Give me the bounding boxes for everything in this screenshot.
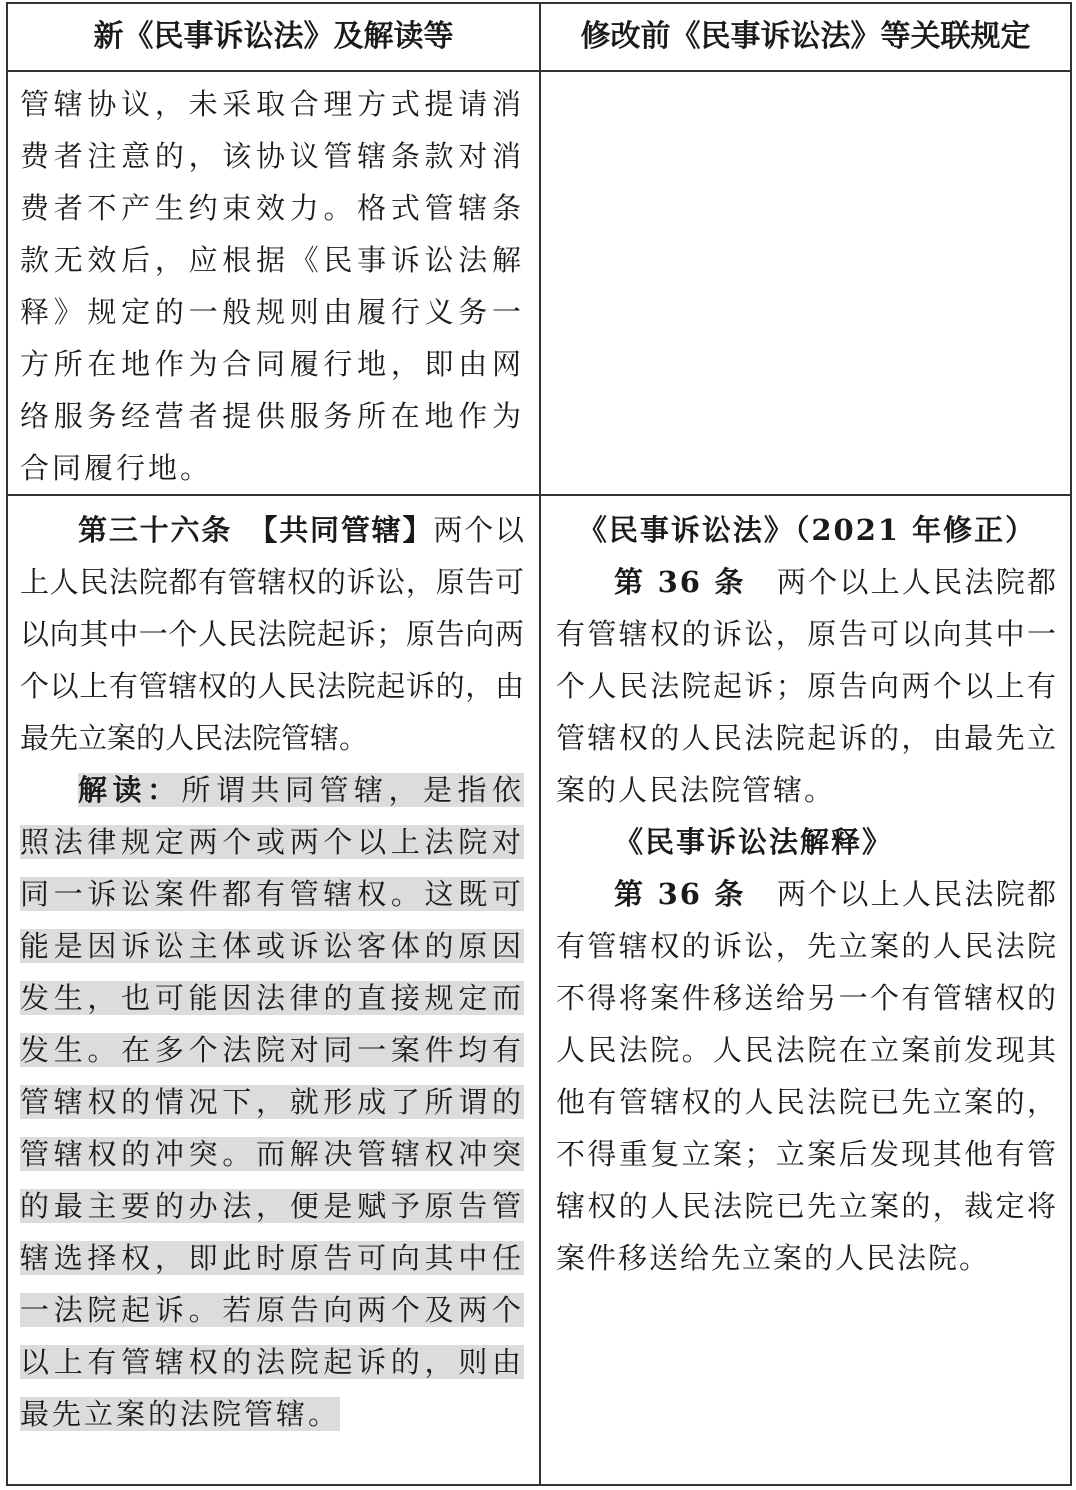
comparison-table (6, 2, 1072, 1486)
interpretation-label: 解读： (78, 773, 182, 807)
law1-article: 第 36 条 (614, 565, 746, 599)
interpretation-text: 所谓共同管辖，是指依照法律规定两个或两个以上法院对同一诉讼案件都有管辖权。这既可能是因诉讼主体或诉讼客体的原因发生，也可能因法律的直接规定而发生。在多个法院对同一案件均有管辖权的情况下，就形成了所谓的管辖权的冲突。而解决管辖权冲突的最主要的办法，便是赋予原告管辖选择权，即此时原告可向其中任一法院起诉。若原告向两个及两个以上有管辖权的法院起诉的，则由最先立案的法院管辖。 (20, 773, 524, 1431)
article-36-paragraph (20, 504, 524, 764)
law2-paragraph (556, 868, 1058, 1284)
law1-paragraph (556, 556, 1058, 816)
law1-text: 两个以上人民法院都有管辖权的诉讼，原告可以向其中一个人民法院起诉；原告向两个以上有管辖权的人民法院起诉的，由最先立案的人民法院管辖。 (556, 565, 1058, 807)
article-36-title: 第三十六条 【共同管辖】 (78, 513, 434, 547)
row2-right-cell (556, 504, 1058, 1284)
law2-text: 两个以上人民法院都有管辖权的诉讼，先立案的人民法院不得将案件移送给另一个有管辖权的人民法院。人民法院在立案前发现其他有管辖权的人民法院已先立案的，不得重复立案；立案后发现其他有管辖权的人民法院已先立案的，裁定将案件移送给先立案的人民法院。 (556, 877, 1058, 1275)
header-right: 修改前《民事诉讼法》等关联规定 (580, 19, 1031, 54)
interpretation-paragraph (20, 764, 524, 1440)
law1-title: 《民事诉讼法》（2021 年修正） (577, 513, 1037, 547)
law2-title: 《民事诉讼法解释》 (614, 825, 894, 859)
row1-left-cell (20, 78, 524, 494)
article-36-text: 两个以上人民法院都有管辖权的诉讼，原告可以向其中一个人民法院起诉；原告向两个以上有管辖权的人民法院起诉的，由最先立案的人民法院管辖。 (20, 513, 524, 755)
row2-left-cell (20, 504, 524, 1440)
law2-article: 第 36 条 (614, 877, 746, 911)
column-divider (539, 4, 541, 1484)
row-divider (8, 494, 1070, 496)
header-divider (8, 70, 1070, 72)
header-left: 新《民事诉讼法》及解读等 (93, 19, 454, 54)
row1-left-text: 管辖协议，未采取合理方式提请消费者注意的，该协议管辖条款对消费者不产生约束效力。格式管辖条款无效后，应根据《民事诉讼法解释》规定的一般规则由履行义务一方所在地作为合同履行地，即由网络服务经营者提供服务所在地作为合同履行地。 (20, 87, 524, 485)
